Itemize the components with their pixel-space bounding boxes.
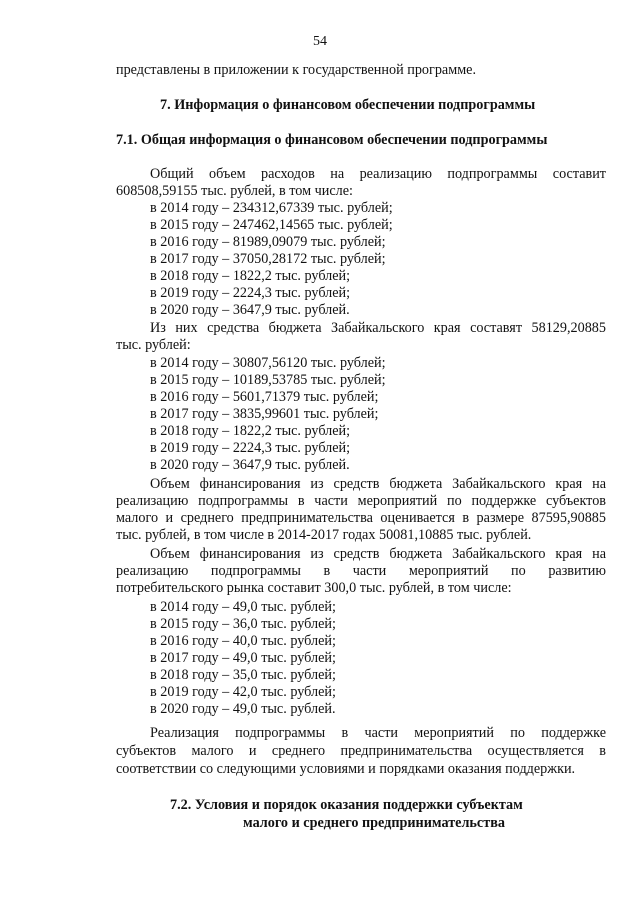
section-7-1-heading: 7.1. Общая информация о финансовом обеспечении подпрограммы (116, 132, 548, 148)
list-item: в 2016 году – 81989,09079 тыс. рублей; (150, 234, 386, 250)
paragraph-conditions-line-1: Реализация подпрограммы в части мероприятий по поддержке (150, 725, 606, 741)
paragraph-sme-line-4: тыс. рублей, в том числе в 2014-2017 годах 50081,10885 тыс. рублей. (116, 527, 532, 543)
list-item: в 2020 году – 49,0 тыс. рублей. (150, 701, 336, 717)
list-item: в 2017 году – 37050,28172 тыс. рублей; (150, 251, 386, 267)
paragraph-total-line-2: 608508,59155 тыс. рублей, в том числе: (116, 183, 353, 199)
page-number: 54 (313, 34, 327, 49)
list-item: в 2015 году – 247462,14565 тыс. рублей; (150, 217, 393, 233)
paragraph-sme-line-3: малого и среднего предпринимательства оценивается в размере 87595,90885 (116, 510, 606, 526)
list-item: в 2018 году – 35,0 тыс. рублей; (150, 667, 336, 683)
list-item: в 2019 году – 2224,3 тыс. рублей; (150, 440, 351, 456)
list-item: в 2017 году – 3835,99601 тыс. рублей; (150, 406, 379, 422)
paragraph-sme-line-1: Объем финансирования из средств бюджета Забайкальского края на (150, 476, 606, 492)
paragraph-sme-line-2: реализацию подпрограммы в части мероприятий по поддержке субъектов (116, 493, 606, 509)
paragraph-consumer-line-2: реализацию подпрограммы в части мероприятий по развитию (116, 563, 606, 579)
paragraph-total-line-1: Общий объем расходов на реализацию подпрограммы составит (150, 166, 606, 182)
list-item: в 2018 году – 1822,2 тыс. рублей; (150, 423, 351, 439)
list-item: в 2019 году – 2224,3 тыс. рублей; (150, 285, 351, 301)
paragraph-conditions-line-3: соответствии со следующими условиями и порядками оказания поддержки. (116, 761, 576, 777)
intro-line: представлены в приложении к государственной программе. (116, 62, 477, 78)
list-item: в 2017 году – 49,0 тыс. рублей; (150, 650, 336, 666)
section-7-heading: 7. Информация о финансовом обеспечении подпрограммы (160, 97, 536, 113)
paragraph-regional-line-1: Из них средства бюджета Забайкальского края составят 58129,20885 (150, 320, 606, 336)
section-7-2-heading-line-2: малого и среднего предпринимательства (243, 815, 505, 831)
list-item: в 2014 году – 234312,67339 тыс. рублей; (150, 200, 393, 216)
list-item: в 2020 году – 3647,9 тыс. рублей. (150, 457, 350, 473)
paragraph-conditions-line-2: субъектов малого и среднего предпринимательства осуществляется в (116, 743, 606, 759)
paragraph-regional-line-2: тыс. рублей: (116, 337, 191, 353)
list-item: в 2015 году – 36,0 тыс. рублей; (150, 616, 336, 632)
list-item: в 2014 году – 30807,56120 тыс. рублей; (150, 355, 386, 371)
list-item: в 2018 году – 1822,2 тыс. рублей; (150, 268, 351, 284)
paragraph-consumer-line-1: Объем финансирования из средств бюджета Забайкальского края на (150, 546, 606, 562)
list-item: в 2016 году – 5601,71379 тыс. рублей; (150, 389, 379, 405)
list-item: в 2016 году – 40,0 тыс. рублей; (150, 633, 336, 649)
section-7-2-heading-line-1: 7.2. Условия и порядок оказания поддержки субъектам (170, 797, 523, 813)
list-item: в 2019 году – 42,0 тыс. рублей; (150, 684, 336, 700)
list-item: в 2015 году – 10189,53785 тыс. рублей; (150, 372, 386, 388)
paragraph-consumer-line-3: потребительского рынка составит 300,0 тыс. рублей, в том числе: (116, 580, 512, 596)
list-item: в 2020 году – 3647,9 тыс. рублей. (150, 302, 350, 318)
list-item: в 2014 году – 49,0 тыс. рублей; (150, 599, 336, 615)
